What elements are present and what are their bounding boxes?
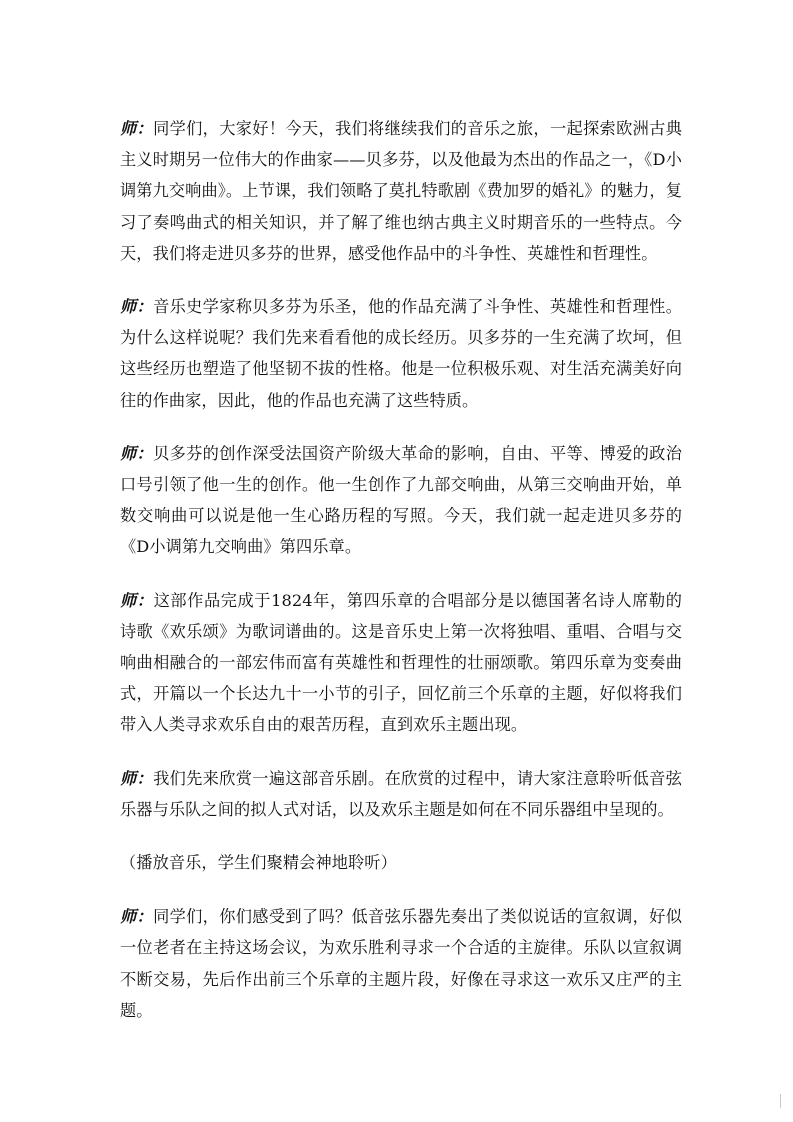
page-corner-mark [780,1094,781,1108]
speaker-label: 师： [120,768,154,788]
paragraph-text: 同学们，你们感受到了吗？低音弦乐器先奏出了类似说话的宣叙调，好似一位老者在主持这场会议，为欢乐胜利寻求一个合适的主旋律。乐队以宣叙调不断交易，先后作出前三个乐章的主题片段，好像在寻求这一欢乐又庄严的主题。 [120,907,682,1020]
paragraph-text: 这部作品完成于1824年，第四乐章的合唱部分是以德国著名诗人席勒的诗歌《欢乐颂》为歌词谱曲的。这是音乐史上第一次将独唱、重唱、合唱与交响曲相融合的一部宏伟而富有英雄性和哲理性的壮丽颂歌。第四乐章为变奏曲式，开篇以一个长达九十一小节的引子，回忆前三个乐章的主题，好似将我们带入人类寻求欢乐自由的艰苦历程，直到欢乐主题出现。 [120,590,682,735]
paragraph-4 [120,585,682,741]
stage-direction [120,847,682,878]
document-page [120,113,682,1048]
stage-direction-text: （播放音乐，学生们聚精会神地聆听） [120,853,397,873]
speaker-label: 师： [120,907,154,927]
paragraph-5 [120,763,682,825]
speaker-label: 师： [120,590,154,610]
paragraph-text: 贝多芬的创作深受法国资产阶级大革命的影响，自由、平等、博爱的政治口号引领了他一生的创作。他一生创作了九部交响曲，从第三交响曲开始，单数交响曲可以说是他一生心路历程的写照。今天，我们就一起走进贝多芬的《D小调第九交响曲》第四乐章。 [120,443,682,557]
paragraph-7 [120,901,682,1026]
paragraph-1 [120,113,682,269]
speaker-label: 师： [120,443,154,463]
paragraph-2 [120,291,682,416]
paragraph-text: 我们先来欣赏一遍这部音乐剧。在欣赏的过程中，请大家注意聆听低音弦乐器与乐队之间的拟人式对话，以及欢乐主题是如何在不同乐器组中呈现的。 [120,768,682,819]
paragraph-text: 音乐史学家称贝多芬为乐圣，他的作品充满了斗争性、英雄性和哲理性。为什么这样说呢？我们先来看看他的成长经历。贝多芬的一生充满了坎坷，但这些经历也塑造了他坚韧不拔的性格。他是一位积极乐观、对生活充满美好向往的作曲家，因此，他的作品也充满了这些特质。 [120,297,682,410]
paragraph-3 [120,438,682,563]
speaker-label: 师： [120,119,154,138]
speaker-label: 师： [120,297,154,317]
paragraph-text: 同学们，大家好！今天，我们将继续我们的音乐之旅，一起探索欧洲古典主义时期另一位伟大的作曲家——贝多芬，以及他最为杰出的作品之一，《D小调第九交响曲》。上节课，我们领略了莫扎特歌剧《费加罗的婚礼》的魅力，复习了奏鸣曲式的相关知识，并了解了维也纳古典主义时期音乐的一些特点。今天，我们将走进贝多芬的世界，感受他作品中的斗争性、英雄性和哲理性。 [120,119,682,263]
